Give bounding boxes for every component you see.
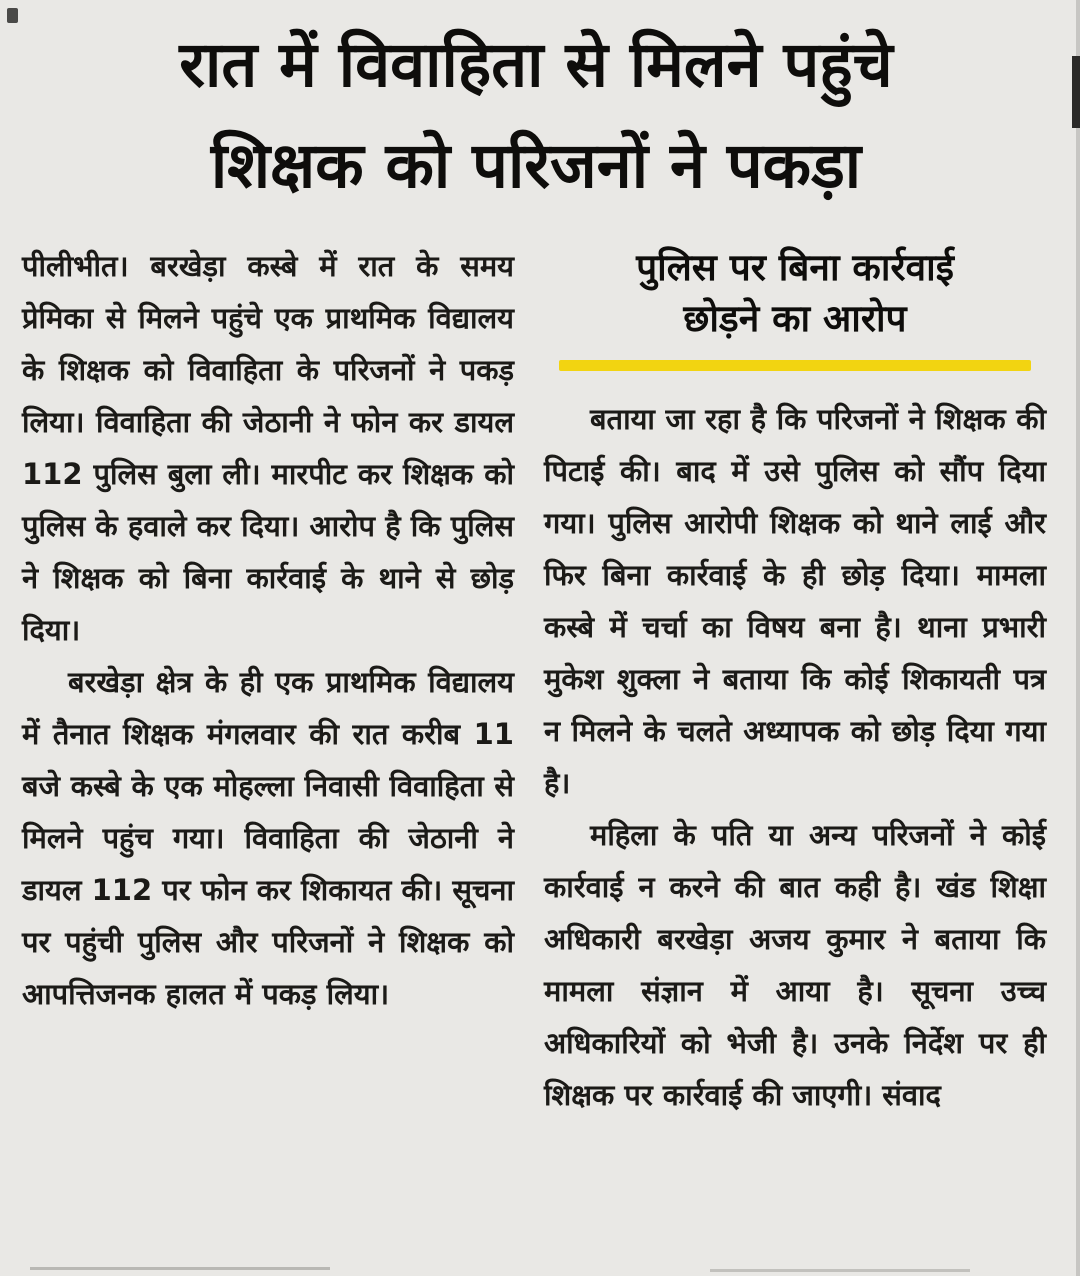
scan-edge-right: [1076, 0, 1080, 1276]
subheading-line-2: छोड़ने का आरोप: [683, 297, 907, 340]
right-paragraph-2: महिला के पति या अन्य परिजनों ने कोई कार्रवाई न करने की बात कही है। खंड शिक्षा अधिकारी बरखेड़ा अजय कुमार ने बताया कि मामला संज्ञान में आया है। सूचना उच्च अधिकारियों को भेजी है। उनके निर्देश पर ही शिक्षक पर कार्रवाई की जाएगी। संवाद: [544, 818, 1046, 1112]
scan-line-bottom-right: [710, 1269, 970, 1272]
subheading-yellow-underline: [559, 360, 1031, 371]
left-column: [22, 240, 514, 1121]
right-paragraph-1: बताया जा रहा है कि परिजनों ने शिक्षक की पिटाई की। बाद में उसे पुलिस को सौंप दिया गया। पुलिस आरोपी शिक्षक को थाने लाई और फिर बिना कार्रवाई के ही छोड़ दिया। मामला कस्बे में चर्चा का विषय बना है। थाना प्रभारी मुकेश शुक्ला ने बताया कि कोई शिकायती पत्र न मिलने के चलते अध्यापक को छोड़ दिया गया है।: [544, 402, 1046, 800]
left-paragraph-2: बरखेड़ा क्षेत्र के ही एक प्राथमिक विद्यालय में तैनात शिक्षक मंगलवार की रात करीब 11 बजे कस्बे के एक मोहल्ला निवासी विवाहिता से मिलने पहुंच गया। विवाहिता की जेठानी ने डायल 112 पर फोन कर शिकायत की। सूचना पर पहुंची पुलिस और परिजनों ने शिक्षक को आपत्तिजनक हालत में पकड़ लिया।: [22, 665, 514, 1011]
scan-mark-right: [1072, 56, 1080, 128]
scan-mark-topleft: [7, 8, 18, 23]
headline: [0, 0, 1080, 222]
subheading: [544, 242, 1046, 344]
subheading-line-1: पुलिस पर बिना कार्रवाई: [636, 246, 954, 289]
left-paragraph-1: पीलीभीत। बरखेड़ा कस्बे में रात के समय प्रेमिका से मिलने पहुंचे एक प्राथमिक विद्यालय के शिक्षक को विवाहिता के परिजनों ने पकड़ लिया। विवाहिता की जेठानी ने फोन कर डायल 112 पुलिस बुला ली। मारपीट कर शिक्षक को पुलिस के हवाले कर दिया। आरोप है कि पुलिस ने शिक्षक को बिना कार्रवाई के थाने से छोड़ दिया।: [22, 249, 514, 647]
right-column: [544, 240, 1046, 1121]
headline-line-1: रात में विवाहिता से मिलने पहुंचे: [179, 28, 893, 101]
article-body: [0, 222, 1080, 1121]
headline-line-2: शिक्षक को परिजनों ने पकड़ा: [210, 129, 862, 202]
scan-line-bottom-left: [30, 1267, 330, 1270]
